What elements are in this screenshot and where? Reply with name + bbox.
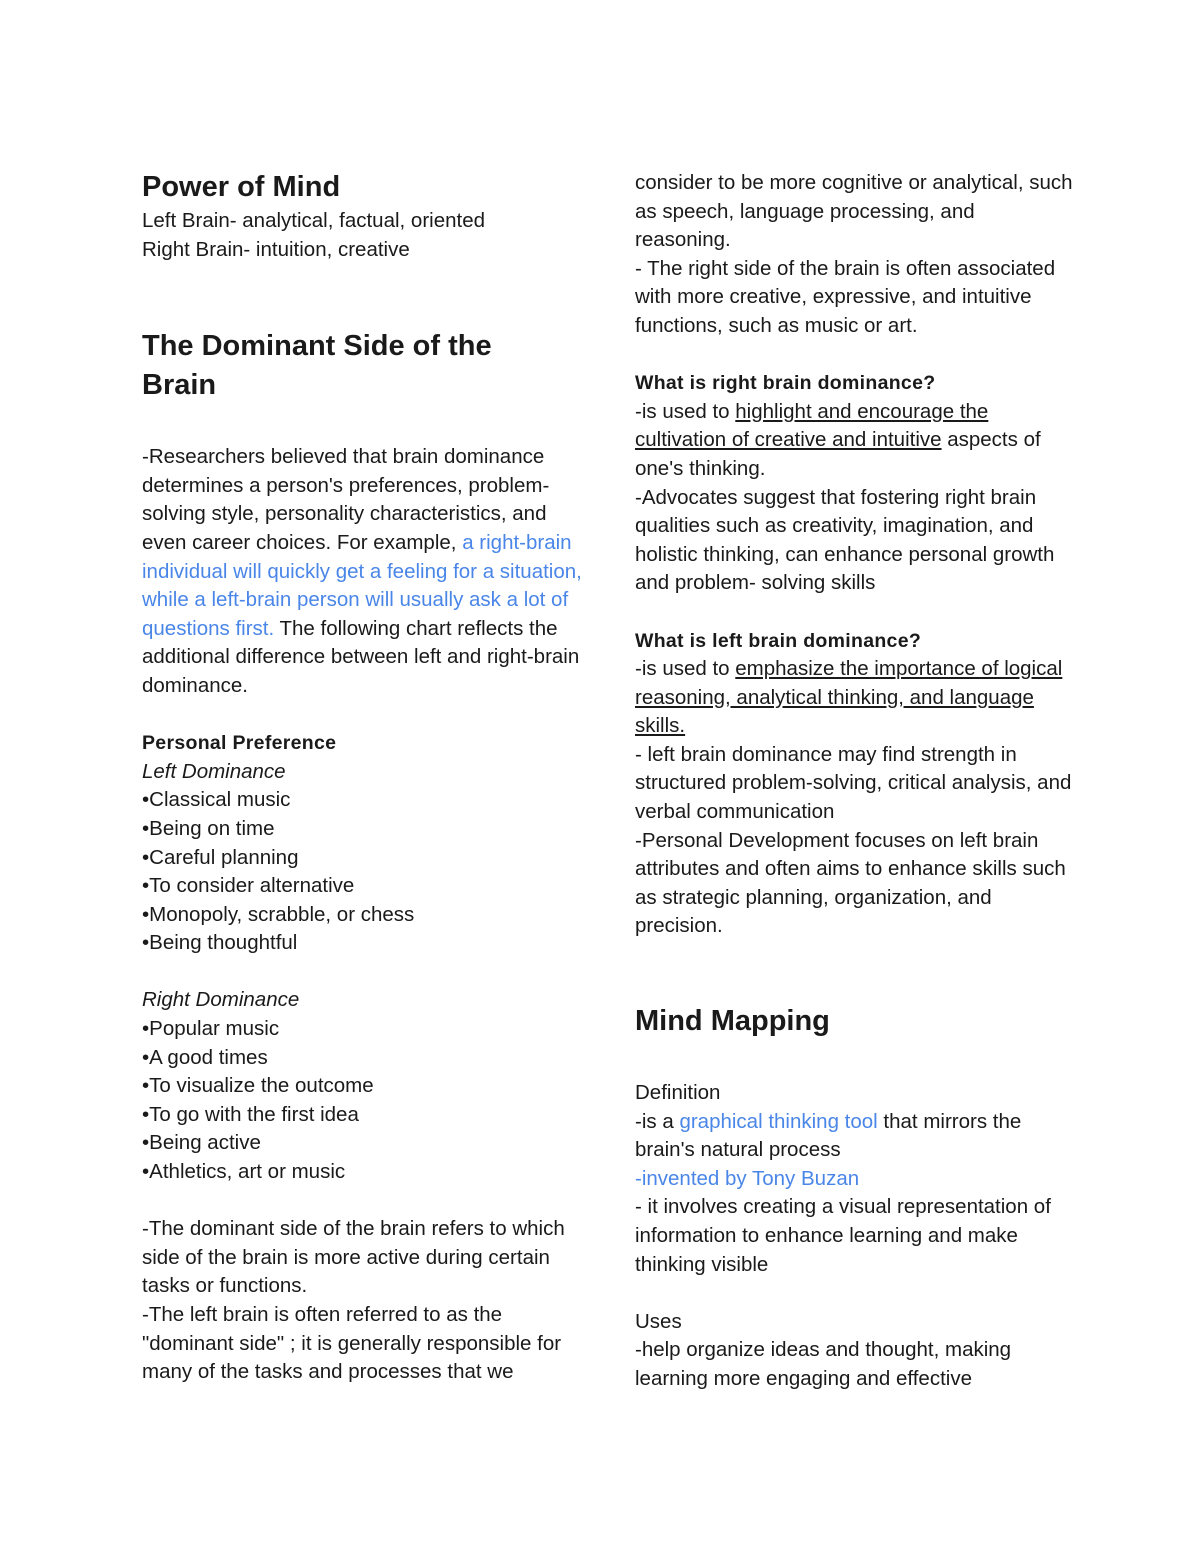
dominant-definition: -The dominant side of the brain refers to which side of the brain is more active during certain tasks or functions.: [142, 1217, 565, 1298]
right-brain-underline: highlight and encourage the cultivation of creative and intuitive: [635, 399, 989, 452]
power-line-right: Right Brain- intuition, creative: [142, 237, 410, 261]
left-brain-underline: emphasize the importance of logical reasoning, analytical thinking, and language skills.: [635, 657, 1063, 738]
heading-mind-mapping: Mind Mapping: [635, 1005, 830, 1038]
left-brain-point-1: -is used to emphasize the importance of logical reasoning, analytical thinking, and language skills.: [635, 657, 1063, 738]
right-side-paragraph: - The right side of the brain is often associated with more creative, expressive, and intuitive functions, such as music or art.: [635, 256, 1056, 337]
right-column: [635, 169, 1075, 1394]
uses-label: Uses: [635, 1309, 682, 1333]
left-brain-dominant-side: -The left brain is often referred to as the "dominant side" ; it is generally responsible for many of the tasks and processes that we: [142, 1303, 562, 1384]
list-item: •Monopoly, scrabble, or chess: [142, 902, 415, 926]
power-line-left: Left Brain- analytical, factual, oriented: [142, 209, 485, 232]
list-item: •Being thoughtful: [142, 931, 298, 955]
right-dominance-label: Right Dominance: [142, 988, 300, 1012]
heading-power-of-mind: Power of Mind: [142, 171, 341, 203]
definition-point-2: -invented by Tony Buzan: [635, 1166, 860, 1190]
heading-dominant-line-1: The Dominant Side of the: [142, 330, 492, 363]
list-item: •Being on time: [142, 816, 275, 840]
list-item: •To go with the first idea: [142, 1102, 359, 1126]
left-brain-point-3: -Personal Development focuses on left brain attributes and often aims to enhance skills such as strategic planning, organization, and precision.: [635, 828, 1066, 938]
definition-label: Definition: [635, 1081, 721, 1105]
list-item: •Being active: [142, 1131, 261, 1155]
left-column: [142, 168, 582, 1387]
inventor-highlight: invented by Tony Buzan: [641, 1166, 860, 1190]
left-dominance-label: Left Dominance: [142, 759, 286, 783]
right-brain-point-1: -is used to highlight and encourage the cultivation of creative and intuitive aspects of one's thinking.: [635, 399, 1041, 480]
list-item: •To consider alternative: [142, 874, 355, 898]
list-item: •Careful planning: [142, 845, 299, 869]
list-item: •To visualize the outcome: [142, 1074, 374, 1098]
continued-paragraph: consider to be more cognitive or analytical, such as speech, language processing, and reasoning.: [635, 171, 1073, 252]
list-item: •A good times: [142, 1045, 268, 1069]
definition-point-3: - it involves creating a visual representation of information to enhance learning and make thinking visible: [635, 1195, 1051, 1276]
intro-paragraph: -Researchers believed that brain dominance determines a person's preferences, problem-solving style, personality characteristics, and even career choices. For example, a right-brain individual will quickly get a feeling for a situation, while a left-brain person will usually ask a lot of questions first. The following chart reflects the additional difference between left and right-brain dominance.: [142, 445, 582, 697]
list-item: •Popular music: [142, 1017, 280, 1041]
right-brain-point-2: -Advocates suggest that fostering right brain qualities such as creativity, imagination, and holistic thinking, can enhance personal growth and problem- solving skills: [635, 485, 1055, 595]
left-brain-point-2: - left brain dominance may find strength in structured problem-solving, critical analysis, and verbal communication: [635, 742, 1072, 824]
definition-point-1: -is a graphical thinking tool that mirrors the brain's natural process: [635, 1109, 1022, 1162]
right-brain-question: What is right brain dominance?: [635, 372, 936, 395]
definition-highlight: graphical thinking tool: [679, 1109, 878, 1133]
list-item: •Athletics, art or music: [142, 1160, 346, 1184]
heading-dominant-side: [142, 327, 582, 405]
list-item: •Classical music: [142, 788, 291, 812]
uses-point-1: -help organize ideas and thought, making learning more engaging and effective: [635, 1338, 1012, 1390]
personal-preference-heading: Personal Preference: [142, 732, 337, 755]
intro-highlight: a right-brain individual will quickly get a feeling for a situation, while a left-brain person will usually ask a lot of questions first.: [142, 530, 582, 640]
left-brain-question: What is left brain dominance?: [635, 629, 922, 652]
heading-dominant-line-2: Brain: [142, 369, 217, 402]
